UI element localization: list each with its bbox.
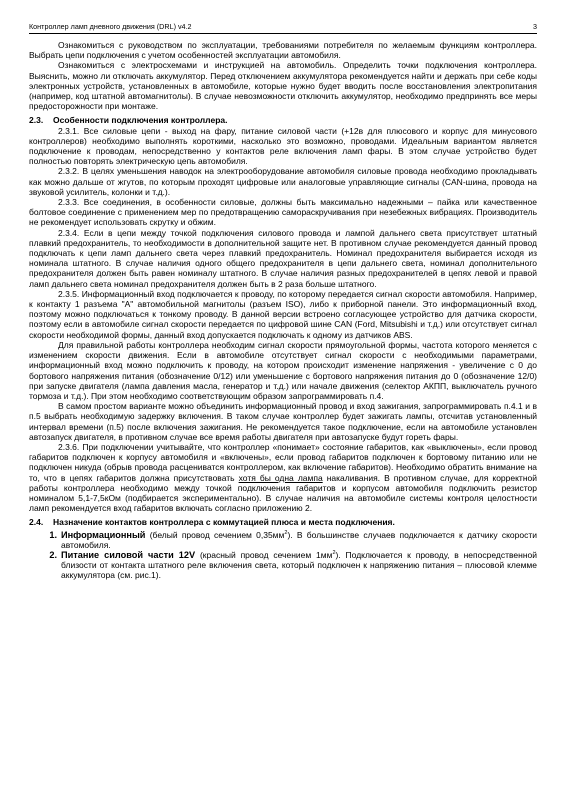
paragraph-2-3-1: 2.3.1. Все силовые цепи - выход на фару, питание силовой части (+12в для плюсового и корпус для минусового контроллеров) необходимо выполнять короткими, насколько это возможно, проводами. Идеальным вариантом является подключение к проводам, непосредственно у контактов реле включения ламп фары. В этом случае устройство будет полностью повторять электрическую цепь автомобиля. xyxy=(29,125,537,167)
paragraph-2-3-4: 2.3.4. Если в цепи между точкой подключения силового провода и лампой дальнего света присутствует штатный плавкий предохранитель, то необходимости в дополнительной защите нет. В противном случае рекомендуется данный провод подключать к цепи ламп дальнего света через плавкий предохранитель. Номинал предохранителя выбирается исходя из номинала штатного. В случае наличия одного общего предохранителя в цепи дальнего света, номинал дополнительного предохранителя должен быть равен номиналу штатного. В случае наличия разных предохранителей в цепях левой и правой ламп дальнего света номинал предохранителя должен быть в 2 раза больше штатного. xyxy=(29,227,537,289)
section-2-4 xyxy=(29,517,537,580)
item-label: Питание силовой части 12V xyxy=(61,549,196,560)
item-desc: ). В большинстве случаев подключается к датчику скорости автомобиля. xyxy=(61,529,537,550)
section-number: 2.4. xyxy=(29,517,44,528)
item-text xyxy=(61,530,537,550)
section-number: 2.3. xyxy=(29,115,44,126)
paragraph-text: накаливания. В противном случае, для корректной работы контроллера необходимо между точкой подключения габаритов и корпусом автомобиля подключить резистор номиналом 5,1-7,5кОм (подбирается экспериментально). В случае наличия на автомобиле системы контроля целостности ламп рекомендуется вход габаритов включать согласно приложению 2. xyxy=(29,472,537,514)
list-item xyxy=(29,550,537,581)
item-label: Информационный xyxy=(61,529,146,540)
section-title: Особенности подключения контроллера. xyxy=(53,115,228,126)
paragraph-text: 2.3.6. При подключении учитывайте, что контроллер «понимает» состояние габаритов, как «выключены», если провод габаритов подключен к корпусу автомобиля и «включены», если провод габаритов подключен к бортовому питанию или не подключен никуда (обрыв провода расцениватся контроллером, как включение габаритов). Необходимо обратить внимание на то, что в цепях габаритов должна присутствовать xyxy=(29,441,537,483)
page-number: 3 xyxy=(533,22,537,31)
item-desc: (белый провод сечением 0,35мм xyxy=(145,529,285,540)
superscript: 2 xyxy=(332,550,336,557)
item-text xyxy=(61,550,537,581)
intro-paragraph: Ознакомиться с электросхемами и инструкцией на автомобиль. Определить точки подключения контроллера. Выяснить, можно ли отключать аккумулятор. Перед отключением аккумулятора рекомендуется найти и держать при себе коды электронных устройств, установленных в автомобиле, которые нужно будет вводить после восстановления электропитания (например, код штатной автомагнитолы). В случае невозможности отключить аккумулятор, необходимо предпринять все меры предосторожности при монтаже. xyxy=(29,60,537,112)
paragraph-2-3-2: 2.3.2. В целях уменьшения наводок на электрооборудование автомобиля силовые провода необходимо прокладывать как можно дальше от жгутов, по которым проходят цифровые или аналоговые управляющие сигналы (CAN-шина, провода на звуковой усилитель, колонки и т.д.). xyxy=(29,166,537,197)
paragraph-speed-signal: Для правильной работы контроллера необходим сигнал скорости прямоугольной формы, частота которого меняется с изменением скорости движения. Если в автомобиле отсутствует сигнал скорости с необходимыми параметрами, информационный вход можно подключить к проводу, на котором происходит изменение напряжения - увеличение с 0 до бортового напряжения питания (обозначение 0/12) или уменьшение с бортового напряжения питания до 0 (обозначение 12/0) при запуске двигателя (лампа давления масла, генератор и т.д.) или начале движения (селектор АКПП, выключатель ручного тормоза и т.д.). При этом необходимо соответствующим образом запрограммировать п.4. xyxy=(29,339,537,401)
paragraph-2-3-6 xyxy=(29,442,537,513)
section-2-3 xyxy=(29,115,537,513)
page-header xyxy=(29,0,537,34)
intro-paragraph: Ознакомиться с руководством по эксплуатации, требованиями потребителя по желаемым функциям контроллера. Выбрать цепи подключения с учетом особенностей эксплуатации автомобиля. xyxy=(29,40,537,61)
contacts-list xyxy=(29,530,537,581)
section-title: Назначение контактов контроллера с коммутацией плюса и места подключения. xyxy=(53,517,395,528)
underlined-text: хотя бы одна лампа xyxy=(238,472,323,483)
item-number: 2. xyxy=(49,549,57,560)
section-heading xyxy=(29,517,537,527)
item-desc: ). Подключается к проводу, в непосредственной близости от контакта штатного реле включения света, который подключен к напряжению питания – плюсовой клемме аккумулятора (см. рис.1). xyxy=(61,549,537,581)
page-content xyxy=(29,40,537,581)
item-number: 1. xyxy=(49,529,57,540)
list-item xyxy=(29,530,537,550)
paragraph-2-3-3: 2.3.3. Все соединения, в особенности силовые, должны быть максимально надежными – пайка или качественное болтовое соединение с применением мер по предотвращению самораскручивания при незебежных вибрациях. Производитель не рекомендует использовать скрутку и обжим. xyxy=(29,197,537,228)
header-title: Контроллер ламп дневного движения (DRL) v4.2 xyxy=(29,22,192,31)
paragraph-2-3-5: 2.3.5. Информационный вход подключается к проводу, по которому передается сигнал скорости автомобиля. Например, к контакту 1 разъема "А" автомобильной магнитолы (разъем ISO), либо к приборной панели. Это информационный вход, поэтому можно подключаться к тонкому проводу. В данной версии встроено согласующее устройство для датчика скорости, поэтому если в автомобиле сигнал скорости передается по цифровой шине CAN (Ford, Mitsubishi и т.д.) или отсутствует сигнал скорости необходимой формы, данный вход допускается подключать к одному из датчиков ABS. xyxy=(29,288,537,340)
section-heading xyxy=(29,115,537,125)
superscript: 2 xyxy=(284,529,288,536)
paragraph-simple-variant: В самом простом варианте можно объединить информационный провод и вход зажигания, запрограммировать п.4.1 и в п.5 выбрать необходимую задержку включения. В таком случае контроллер будет зажигать лампы, отсчитав установленный интервал времени (п.5) после включения зажигания. Не рекомендуется такое подключение, если на автомобиле установлен автозапуск двигателя, в противном случае все время работы двигателя при автозапуске будут гореть фары. xyxy=(29,401,537,442)
item-desc: (красный провод сечением 1мм xyxy=(195,549,333,560)
